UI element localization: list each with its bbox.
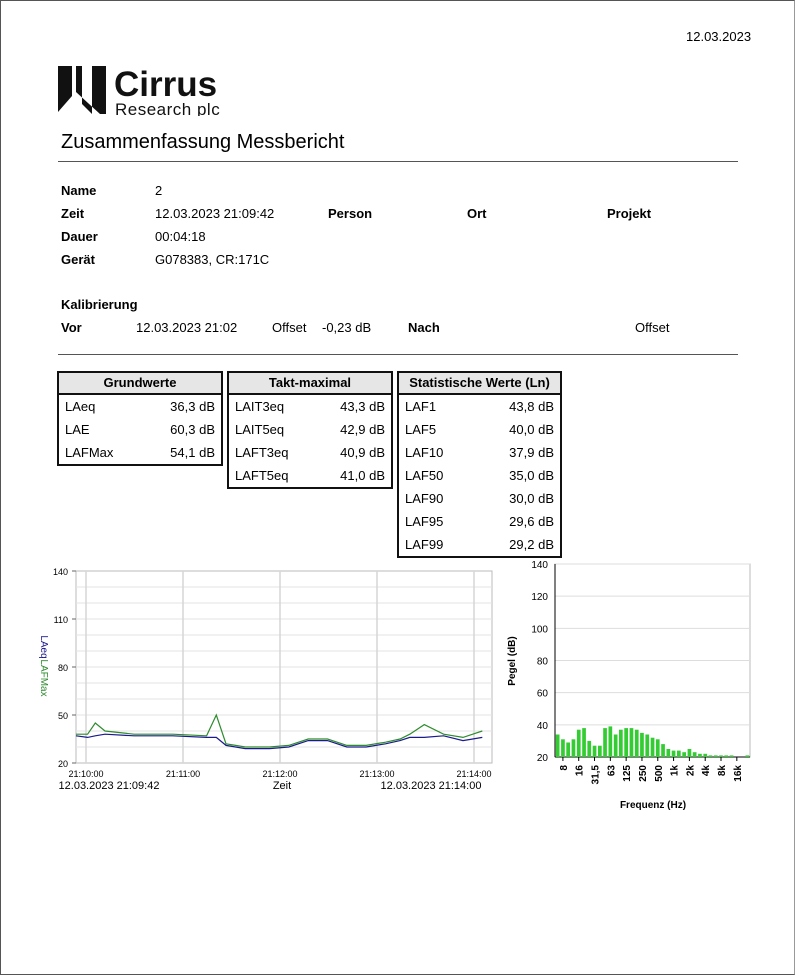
table-row (399, 418, 560, 441)
zeit-value: 12.03.2023 21:09:42 (155, 206, 275, 221)
table-row (59, 441, 221, 464)
frequency-bar (693, 752, 697, 757)
time-history-chart (30, 562, 510, 802)
y-tick-label: 40 (536, 720, 548, 732)
y-tick-label: 100 (531, 624, 548, 636)
x-tick-label: 8 (558, 765, 570, 771)
y-tick-label: 110 (53, 615, 68, 625)
nach-offset-label: Offset (635, 320, 670, 335)
x-tick-label: 125 (622, 765, 634, 782)
x-tick-label: 21:12:00 (262, 769, 298, 779)
x-tick-label: 8k (717, 765, 729, 777)
row-value: 36,3 dB (170, 399, 215, 414)
grundwerte-table (57, 371, 223, 466)
offset-label: Offset (272, 320, 307, 335)
y-tick-label: 80 (57, 663, 68, 673)
divider (58, 354, 738, 355)
row-name: LAFT3eq (235, 445, 289, 460)
row-value: 40,0 dB (509, 422, 554, 437)
row-value: 41,0 dB (340, 468, 385, 483)
table-header: Takt-maximal (229, 373, 391, 395)
geraet-value: G078383, CR:171C (155, 252, 270, 267)
y-tick-label: 20 (536, 753, 548, 764)
row-value: 43,3 dB (340, 399, 385, 414)
offset-value: -0,23 dB (322, 320, 372, 335)
frequency-bar (603, 728, 607, 757)
row-value: 42,9 dB (340, 422, 385, 437)
x-tick-label: 4k (701, 765, 713, 777)
x-tick-label: 2k (685, 765, 697, 777)
frequency-bar (672, 751, 676, 757)
frequency-bar (614, 735, 618, 758)
frequency-bar (746, 755, 750, 757)
y-axis-label: Pegel (dB) (507, 636, 518, 686)
dauer-label: Dauer (61, 229, 98, 244)
row-name: LAIT5eq (235, 422, 285, 437)
frequency-bar (624, 728, 628, 757)
frequency-bar (677, 751, 681, 757)
frequency-bar (598, 746, 602, 757)
frequency-bar (582, 728, 586, 757)
frequency-bar (698, 754, 702, 757)
x-tick-label: 16 (574, 765, 586, 777)
y-tick-label: 140 (531, 560, 548, 571)
frequency-bar (635, 730, 639, 757)
row-value: 54,1 dB (170, 445, 215, 460)
ort-label: Ort (467, 206, 487, 221)
logo-sub-text: Research plc (115, 100, 221, 116)
row-name: LAF99 (405, 537, 444, 552)
frequency-bar (709, 755, 713, 757)
row-value: 37,9 dB (509, 445, 554, 460)
row-name: LAF95 (405, 514, 444, 529)
frequency-bar (619, 730, 623, 757)
statistische-werte-table (397, 371, 562, 558)
row-name: LAFMax (65, 445, 114, 460)
row-name: LAFT5eq (235, 468, 289, 483)
takt-maximal-table (227, 371, 393, 489)
geraet-label: Gerät (61, 252, 95, 267)
table-row (399, 487, 560, 510)
table-row (399, 464, 560, 487)
table-row (59, 395, 221, 418)
x-tick-label: 21:13:00 (359, 769, 395, 779)
zeit-label: Zeit (61, 206, 85, 221)
table-row (399, 510, 560, 533)
row-value: 30,0 dB (509, 491, 554, 506)
nach-label: Nach (408, 320, 440, 335)
x-tick-label: 31,5 (590, 765, 602, 785)
frequency-bar (577, 730, 581, 757)
frequency-bar (556, 735, 560, 758)
frequency-chart (498, 556, 763, 816)
report-date: 12.03.2023 (686, 29, 752, 44)
name-label: Name (61, 183, 97, 198)
row-value: 29,6 dB (509, 514, 554, 529)
row-name: LAeq (65, 399, 96, 414)
vor-value: 12.03.2023 21:02 (136, 320, 238, 335)
x-axis-label: Zeit (272, 780, 292, 792)
row-value: 40,9 dB (340, 445, 385, 460)
x-tick-label: 1k (669, 765, 681, 777)
x-tick-label: 250 (637, 765, 649, 782)
frequency-bar (651, 738, 655, 757)
y-tick-label: 120 (531, 592, 548, 604)
x-tick-label: 21:11:00 (165, 769, 201, 779)
row-value: 43,8 dB (509, 399, 554, 414)
laeq-legend-label: LAeq (38, 635, 49, 659)
table-row (399, 533, 560, 556)
frequency-bar (714, 755, 718, 757)
divider (58, 161, 738, 162)
frequency-bar (730, 755, 734, 757)
x-tick-label: 16k (732, 765, 744, 782)
y-tick-label: 60 (536, 688, 548, 700)
row-value: 29,2 dB (509, 537, 554, 552)
frequency-bar (593, 746, 597, 757)
frequency-bar (609, 726, 613, 757)
kalibrierung-heading: Kalibrierung (61, 297, 138, 312)
y-tick-label: 140 (52, 567, 68, 577)
frequency-bar (682, 752, 686, 757)
frequency-bar (661, 744, 665, 757)
x-tick-label: 63 (606, 765, 618, 777)
cirrus-logo (58, 66, 248, 121)
y-tick-label: 80 (536, 656, 548, 668)
row-name: LAE (65, 422, 90, 437)
lafmax-legend-label: LAFMax (38, 659, 49, 697)
row-name: LAF90 (405, 491, 444, 506)
person-label: Person (328, 206, 373, 221)
y-tick-label: 50 (57, 711, 68, 721)
frequency-bar (566, 743, 570, 758)
table-header: Grundwerte (59, 373, 221, 395)
row-value: 60,3 dB (170, 422, 215, 437)
x-axis-label: Frequenz (Hz) (619, 800, 687, 811)
frequency-bar (561, 739, 565, 757)
table-row (229, 418, 391, 441)
frequency-bar (587, 741, 591, 757)
x-tick-label: 21:10:00 (68, 769, 104, 779)
page-title: Zusammenfassung Messbericht (61, 131, 345, 153)
frequency-bar (688, 749, 692, 757)
row-value: 35,0 dB (509, 468, 554, 483)
frequency-bar (724, 755, 728, 757)
table-row (399, 395, 560, 418)
logo-main-text: Cirrus (114, 66, 218, 104)
vor-label: Vor (61, 320, 82, 335)
frequency-bar (630, 728, 634, 757)
table-row (229, 395, 391, 418)
row-name: LAIT3eq (235, 399, 285, 414)
frequency-bar (640, 733, 644, 757)
start-time-label: 12.03.2023 21:09:42 (58, 780, 160, 792)
y-tick-label: 20 (57, 759, 68, 769)
table-row (59, 418, 221, 441)
x-tick-label: 21:14:00 (456, 769, 492, 779)
frequency-bar (719, 755, 723, 757)
row-name: LAF1 (405, 399, 437, 414)
row-name: LAF50 (405, 468, 444, 483)
row-name: LAF10 (405, 445, 444, 460)
end-time-label: 12.03.2023 21:14:00 (380, 780, 482, 792)
table-row (229, 441, 391, 464)
frequency-bar (572, 739, 576, 757)
dauer-value: 00:04:18 (155, 229, 206, 244)
name-value: 2 (155, 183, 163, 198)
frequency-bar (667, 749, 671, 757)
row-name: LAF5 (405, 422, 437, 437)
table-row (229, 464, 391, 487)
x-tick-label: 500 (653, 765, 665, 782)
table-header: Statistische Werte (Ln) (399, 373, 560, 395)
projekt-label: Projekt (607, 206, 652, 221)
table-row (399, 441, 560, 464)
frequency-bar (656, 739, 660, 757)
frequency-bar (645, 735, 649, 758)
frequency-bar (703, 754, 707, 757)
